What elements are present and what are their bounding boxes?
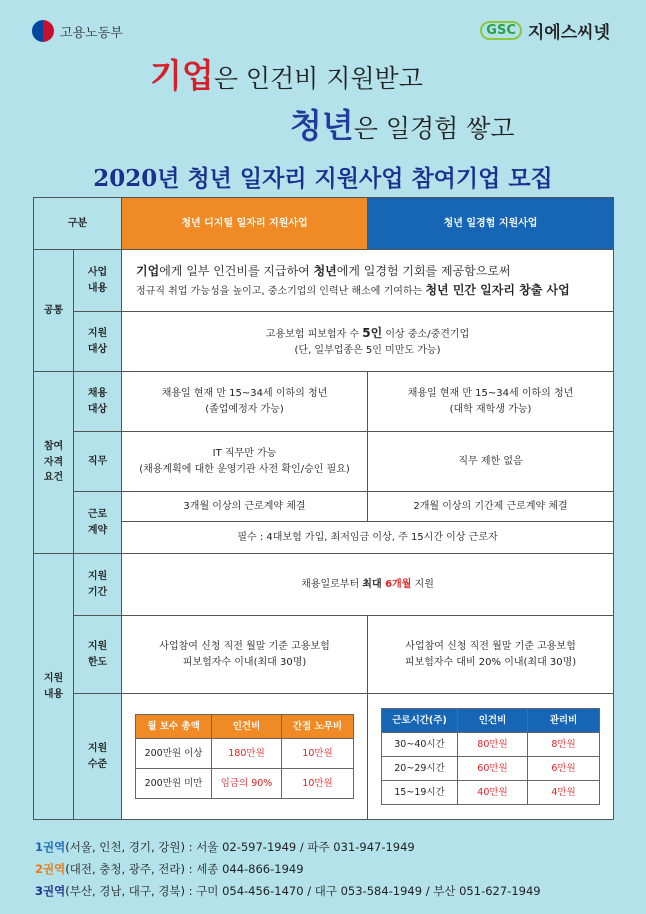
experience-cell: 80만원 [458, 733, 528, 757]
digital-cell: 10만원 [282, 769, 354, 799]
category-qualification: 참여 자격 요건 [34, 372, 74, 554]
target-description: 고용보험 피보험자 수 5인 이상 중소/중견기업 (단, 일부업종은 5인 미만도 가능) [122, 312, 614, 372]
period-description: 채용일로부터 최대 6개월 지원 [122, 554, 614, 616]
region-2-contact: 2권역(대전, 충청, 광주, 전라) : 세종 044-866-1949 [35, 862, 304, 876]
digital-wage-table [135, 714, 354, 799]
slogan-highlight-company: 기업 [150, 56, 214, 95]
regional-contacts [35, 836, 541, 902]
page-title: 2020년 청년 일자리 지원사업 참여기업 모집 [93, 165, 553, 192]
experience-hours-row [382, 733, 600, 757]
label-limit: 지원 한도 [74, 616, 122, 694]
experience-hours-row [382, 757, 600, 781]
header-category: 구분 [34, 198, 122, 250]
header-digital-jobs: 청년 디지털 일자리 지원사업 [122, 198, 368, 250]
digital-header-cell: 월 보수 총액 [136, 715, 212, 739]
experience-hours-row [382, 781, 600, 805]
category-common: 공통 [34, 250, 74, 372]
header-row [34, 198, 614, 250]
digital-cell: 180만원 [212, 739, 282, 769]
digital-header-cell: 인건비 [212, 715, 282, 739]
experience-cell: 8만원 [528, 733, 600, 757]
level-digital [122, 694, 368, 820]
slogan-line-2 [290, 100, 515, 147]
ministry-emblem-icon [32, 20, 54, 42]
table-row [34, 312, 614, 372]
digital-cell: 200만원 이상 [136, 739, 212, 769]
digital-cell: 200만원 미만 [136, 769, 212, 799]
digital-header-cell: 간접 노무비 [282, 715, 354, 739]
table-row [34, 554, 614, 616]
region-3-contact: 3권역(부산, 경남, 대구, 경북) : 구미 054-456-1470 / 대구 053-584-1949 / 부산 051-627-1949 [35, 884, 541, 898]
job-digital: IT 직무만 가능 (채용계획에 대한 운영기관 사전 확인/승인 필요) [122, 432, 368, 492]
label-job: 직무 [74, 432, 122, 492]
region-1-contact: 1권역(서울, 인천, 경기, 강원) : 서울 02-597-1949 / 파주 031-947-1949 [35, 840, 415, 854]
experience-cell: 60만원 [458, 757, 528, 781]
experience-cell: 6만원 [528, 757, 600, 781]
experience-cell: 15~19시간 [382, 781, 458, 805]
slogan-highlight-youth: 청년 [290, 106, 354, 145]
contract-digital: 3개월 이상의 근로계약 체결 [122, 492, 368, 522]
table-row [34, 616, 614, 694]
program-table [33, 197, 614, 820]
slogan-text-2: 은 일경험 쌓고 [353, 114, 515, 143]
business-description: 기업에게 일부 인건비를 지급하여 청년에게 일경험 기회를 제공함으로써 정규직 취업 가능성을 높이고, 중소기업의 인력난 해소에 기여하는 청년 민간 일자리 창출 사업 [122, 250, 614, 312]
level-experience [368, 694, 614, 820]
gscnet-name: 지에스씨넷 [527, 23, 610, 43]
table-row [34, 694, 614, 820]
gscnet-logo [480, 18, 610, 43]
label-hire-target: 채용 대상 [74, 372, 122, 432]
label-target: 지원 대상 [74, 312, 122, 372]
experience-hours-table [381, 708, 600, 805]
ministry-logo [32, 20, 123, 42]
label-period: 지원 기간 [74, 554, 122, 616]
digital-wage-row [136, 739, 354, 769]
label-business: 사업 내용 [74, 250, 122, 312]
table-row [34, 372, 614, 432]
experience-header-cell: 인건비 [458, 709, 528, 733]
digital-wage-row [136, 769, 354, 799]
category-support: 지원 내용 [34, 554, 74, 820]
contract-experience: 2개월 이상의 기간제 근로계약 체결 [368, 492, 614, 522]
limit-digital: 사업참여 신청 직전 월말 기준 고용보험 피보험자수 이내(최대 30명) [122, 616, 368, 694]
ministry-name: 고용노동부 [60, 25, 123, 41]
digital-cell: 임금의 90% [212, 769, 282, 799]
experience-cell: 4만원 [528, 781, 600, 805]
table-row [34, 492, 614, 522]
header-work-experience: 청년 일경험 지원사업 [368, 198, 614, 250]
label-level: 지원 수준 [74, 694, 122, 820]
slogan-line-1 [150, 50, 423, 97]
experience-cell: 20~29시간 [382, 757, 458, 781]
job-experience: 직무 제한 없음 [368, 432, 614, 492]
label-contract: 근로 계약 [74, 492, 122, 554]
experience-cell: 30~40시간 [382, 733, 458, 757]
contract-common: 필수 : 4대보험 가입, 최저임금 이상, 주 15시간 이상 근로자 [122, 522, 614, 554]
hire-target-digital: 채용일 현재 만 15~34세 이하의 청년 (졸업예정자 가능) [122, 372, 368, 432]
experience-header-cell: 관리비 [528, 709, 600, 733]
experience-cell: 40만원 [458, 781, 528, 805]
hire-target-experience: 채용일 현재 만 15~34세 이하의 청년 (대학 재학생 가능) [368, 372, 614, 432]
table-row [34, 432, 614, 492]
slogan-text-1: 은 인건비 지원받고 [213, 64, 423, 93]
digital-cell: 10만원 [282, 739, 354, 769]
table-row [34, 250, 614, 312]
experience-header-cell: 근로시간(주) [382, 709, 458, 733]
gsc-mark-icon: GSC [480, 21, 522, 40]
limit-experience: 사업참여 신청 직전 월말 기준 고용보험 피보험자수 대비 20% 이내(최대 30명) [368, 616, 614, 694]
